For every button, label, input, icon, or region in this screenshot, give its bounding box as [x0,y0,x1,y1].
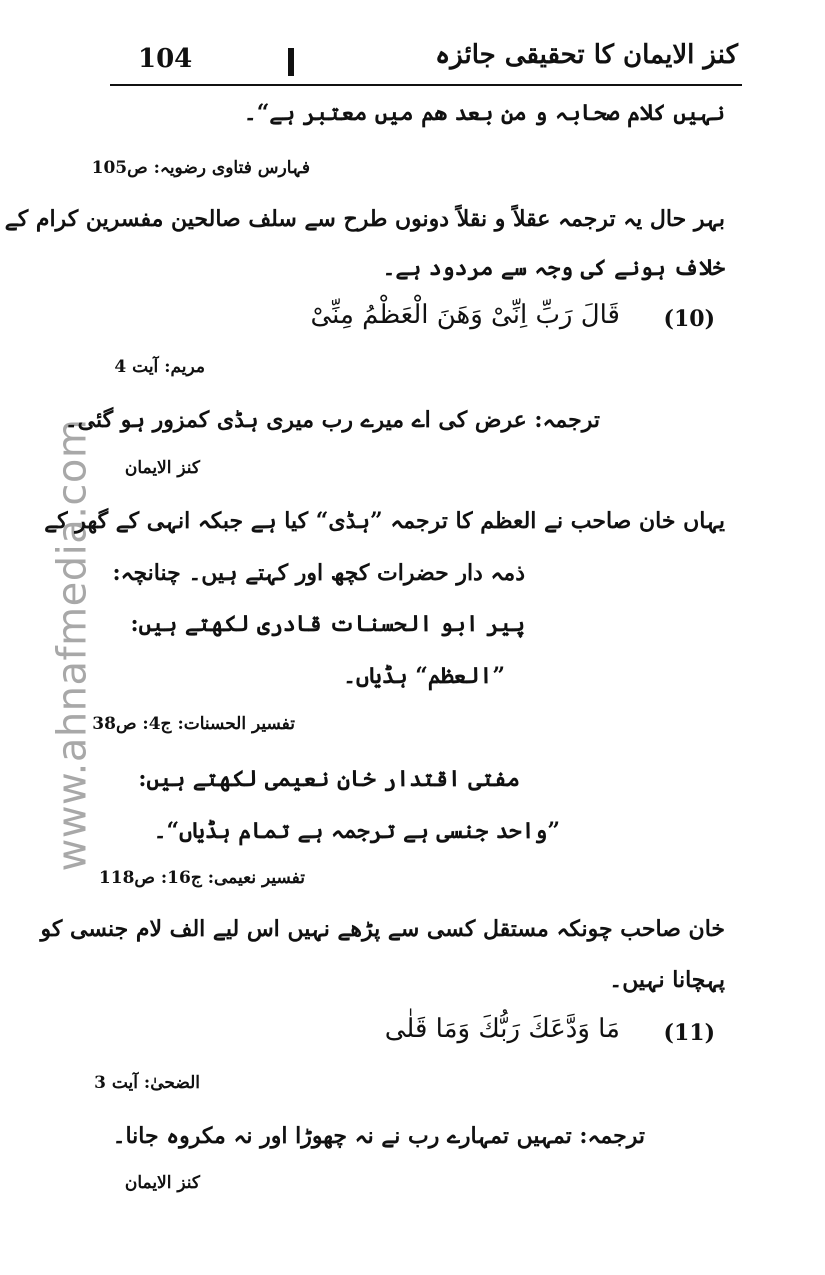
quote-line: ”العظم“ ہڈیاں۔ [343,663,505,689]
body-line: پیر ابو الحسنات قادری لکھتے ہیں: [130,611,525,637]
header-divider [288,48,294,76]
ayah-text: قَالَ رَبِّ اِنِّیْ وَهَنَ الْعَظْمُ مِنِّیْ [310,300,620,330]
translation-line: ترجمہ: تمہیں تمہارے رب نے نہ چھوڑا اور نہ مکروہ جانا۔ [112,1123,645,1149]
page-header [110,38,742,88]
reference: تفسیر نعیمی: ج16: ص118 [98,868,305,888]
watermark-text: www.ahnafmedia.com [49,418,96,872]
ayah-number: (10) [663,306,715,332]
watermark [20,418,125,872]
body-line: خلاف ہونے کی وجہ سے مردود ہے۔ [382,255,725,281]
reference: فہارس فتاوی رضویہ: ص105 [91,158,310,178]
reference: کنز الایمان [124,1173,200,1193]
body-line: پہچانا نہیں۔ [609,967,725,993]
body-line: مفتی اقتدار خان نعیمی لکھتے ہیں: [138,766,520,792]
quote-line: ”واحد جنسی ہے ترجمہ ہے تمام ہڈیاں“۔ [153,818,560,844]
body-line: ذمہ دار حضرات کچھ اور کہتے ہیں۔ چنانچہ: [112,560,525,586]
translation-line: ترجمہ: عرض کی اے میرے رب میری ہڈی کمزور ہو گئی۔ [64,407,600,433]
body-line: خان صاحب چونکہ مستقل کسی سے پڑھے نہیں اس لیے الف لام جنسی کو [40,916,725,942]
ayah-number: (11) [663,1020,715,1046]
header-rule [110,84,742,86]
page-number: 104 [138,44,193,74]
body-line: نہیں کلام صحابہ و من بعد ھم میں معتبر ہے“۔ [243,100,725,126]
reference: الضحیٰ: آیت 3 [94,1073,200,1093]
reference: مریم: آیت 4 [114,357,205,377]
reference: تفسیر الحسنات: ج4: ص38 [92,714,295,734]
book-title: کنز الایمان کا تحقیقی جائزہ [434,40,738,70]
body-line: یہاں خان صاحب نے العظم کا ترجمہ ”ہڈی“ کیا ہے جبکہ انہی کے گھر کے [44,508,725,534]
ayah-text: مَا وَدَّعَكَ رَبُّكَ وَمَا قَلٰی [384,1014,620,1044]
reference: کنز الایمان [124,458,200,478]
body-line: بہر حال یہ ترجمہ عقلاً و نقلاً دونوں طرح سے سلف صالحین مفسرین کرام کے [4,206,725,232]
